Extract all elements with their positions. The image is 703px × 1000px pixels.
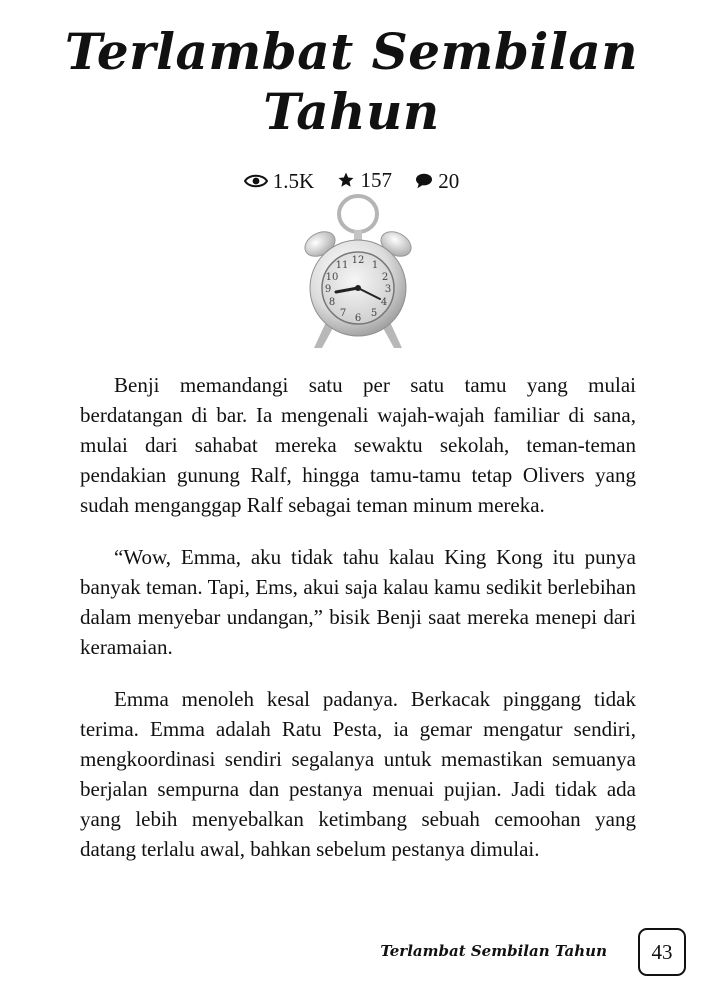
chapter-title-line-2: Tahun — [263, 82, 440, 141]
svg-text:6: 6 — [354, 313, 362, 324]
running-title: Terlambat Sembilan Tahun — [380, 942, 607, 960]
comments-stat — [415, 167, 459, 195]
story-body — [80, 370, 636, 886]
page-footer — [0, 928, 703, 976]
svg-text:2: 2 — [381, 272, 389, 283]
svg-text:11: 11 — [335, 260, 349, 271]
svg-text:7: 7 — [339, 308, 347, 319]
alarm-clock-illustration — [296, 192, 420, 352]
svg-text:4: 4 — [380, 297, 388, 308]
paragraph-3: Emma menoleh kesal padanya. Berkacak pinggang tidak terima. Emma adalah Ratu Pesta, ia gemar mengatur sendiri, mengkoordinasi sendiri segalanya untuk memastikan semuanya berjalan sempurna dan pestanya menuai pujian. Jadi tidak ada yang lebih menyebalkan ketimbang sebuah cemoohan yang datang terlalu awal, bahkan sebelum pestanya dimulai. — [80, 687, 636, 861]
paragraph-1: Benji memandangi satu per satu tamu yang mulai berdatangan di bar. Ia mengenali wajah-wajah familiar di sana, mulai dari sahabat mereka sewaktu sekolah, teman-teman pendakian gunung Ralf, hingga tamu-tamu tetap Olivers yang sudah menganggap Ralf sebagai teman minum mereka. — [80, 373, 636, 517]
views-stat — [244, 167, 314, 195]
comment-icon — [415, 173, 433, 189]
svg-text:1: 1 — [371, 260, 379, 271]
views-count: 1.5K — [272, 169, 315, 193]
svg-text:8: 8 — [328, 297, 336, 308]
svg-text:9: 9 — [324, 284, 332, 295]
votes-stat — [337, 166, 392, 194]
svg-text:3: 3 — [384, 284, 392, 295]
eye-icon — [244, 173, 268, 189]
paragraph-2: “Wow, Emma, aku tidak tahu kalau King Kong itu punya banyak teman. Tapi, Ems, akui saja kalau kamu sedikit berlebihan dalam menyebar undangan,” bisik Benji saat mereka menepi dari keramaian. — [80, 545, 636, 659]
svg-text:10: 10 — [325, 272, 339, 283]
star-icon — [337, 171, 355, 189]
svg-text:12: 12 — [351, 255, 365, 266]
chapter-title — [0, 22, 703, 142]
chapter-title-line-1: Terlambat Sembilan — [64, 22, 639, 81]
comments-count: 20 — [438, 169, 460, 193]
svg-text:5: 5 — [370, 308, 378, 319]
votes-count: 157 — [360, 168, 392, 192]
page-number: 43 — [638, 928, 686, 976]
